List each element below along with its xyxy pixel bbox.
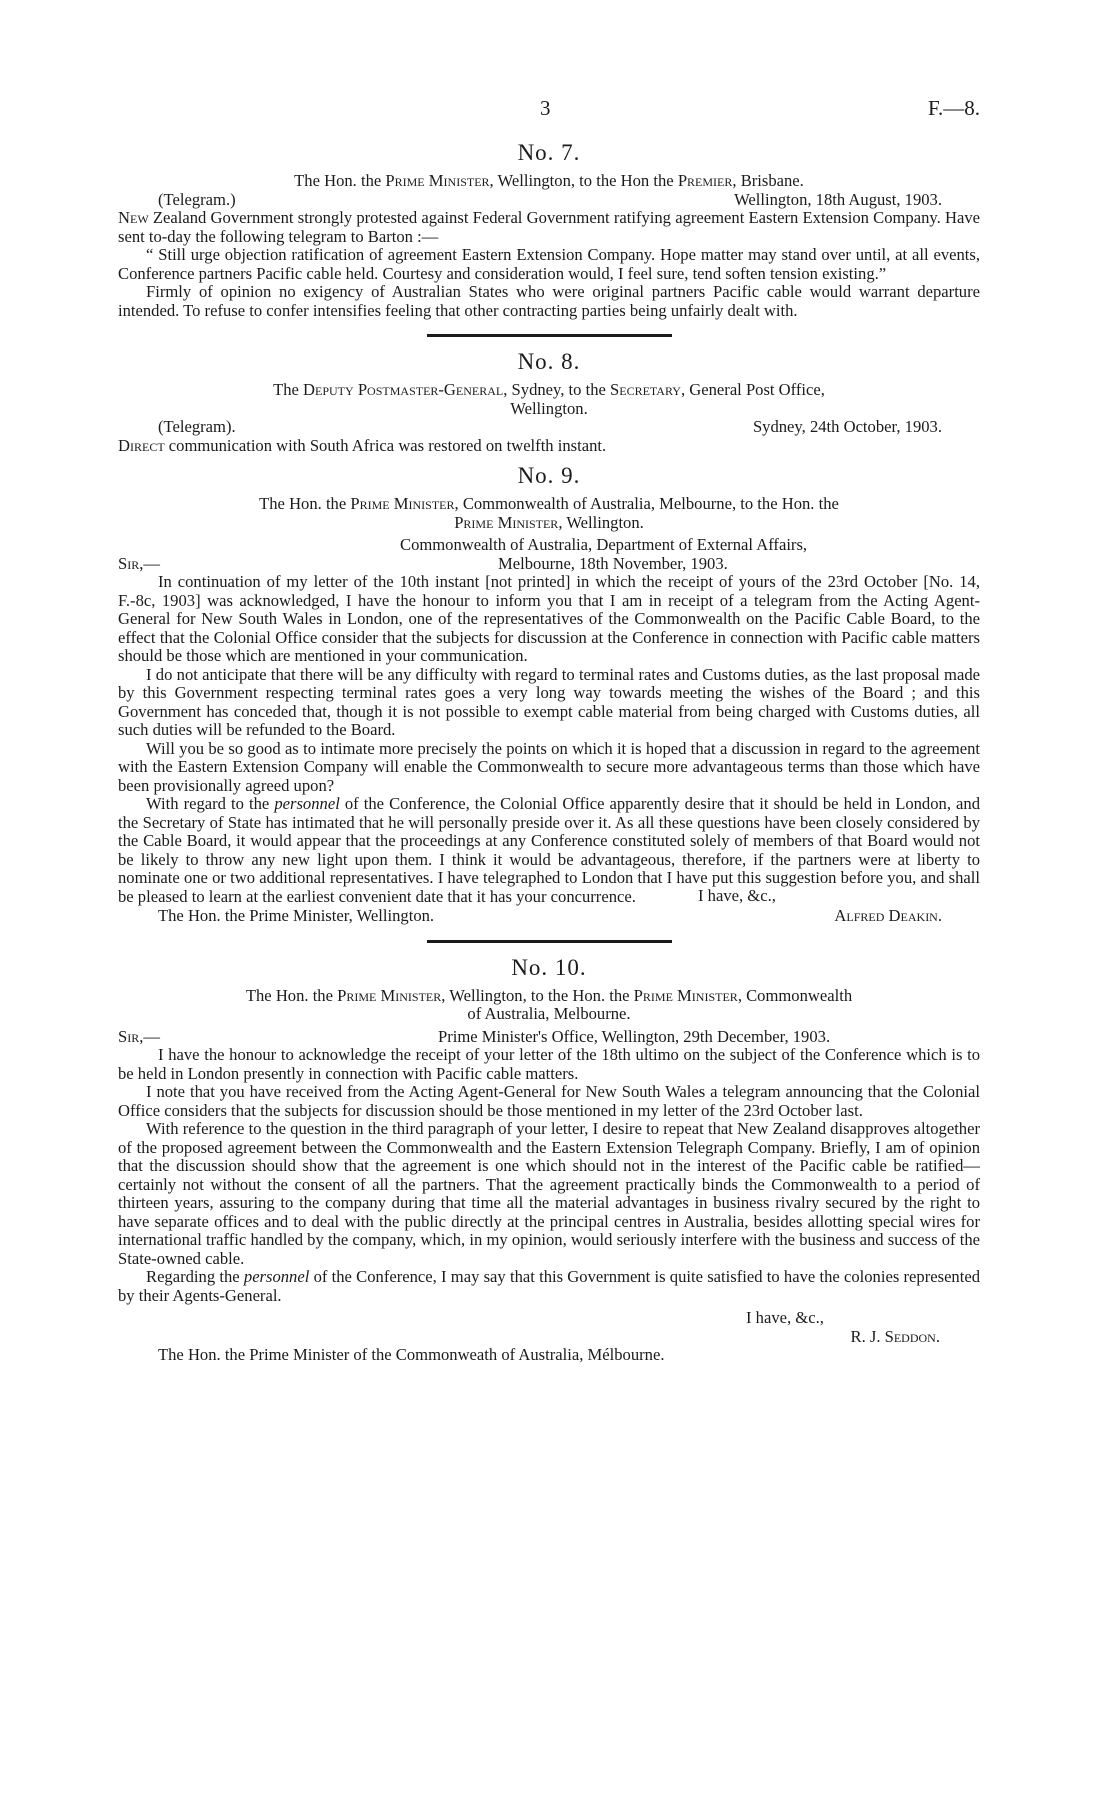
telegram-type: (Telegram). xyxy=(158,417,236,436)
signature: R. J. Seddon. xyxy=(850,1326,940,1346)
page-content xyxy=(118,134,980,1365)
addressee: The Hon. the Prime Minister, Wellington. xyxy=(158,906,435,925)
paragraph: Will you be so good as to intimate more precisely the points on which it is hoped that a discussion in regard to the agreement with the Eastern Extension Company will enable the Commonwealth to secure more advantageous terms than those which have been provisionally agreed upon? xyxy=(118,738,980,795)
paragraph: With regard to the personnel of the Conference, the Colonial Office apparently desire that it should be held in London, and the Secretary of State has intimated that he will personally preside over it. As all these questions have been closely considered by the Cable Board, it would appear that the proceedings at any Conference constituted solely of members of that Board would not be likely to throw any new light upon them. I think it would be advantageous, therefore, if the partners were at liberty to nominate one or two additional representatives. I have telegraphed to London that I have put this suggestion before you, and shall be pleased to learn at the earliest convenient date that it has your concurrence. xyxy=(118,794,981,906)
paragraph: Regarding the personnel of the Conference, I may say that this Government is quite satisfied to have the colonies represented by their Agents-General. xyxy=(118,1267,980,1305)
paragraph: Direct communication with South Africa was restored on twelfth instant. xyxy=(118,435,607,455)
salutation: Sir,— xyxy=(118,1026,160,1046)
telegram-line xyxy=(118,418,980,437)
document-number: No. 9. xyxy=(517,463,581,488)
document-no-8 xyxy=(118,349,980,455)
document-reference: F.—8. xyxy=(928,96,980,120)
place-date: Melbourne, 18th November, 1903. xyxy=(498,553,728,573)
closing: I have, &c., xyxy=(698,886,776,905)
place-line: Commonwealth of Australia, Department of External Affairs, xyxy=(400,535,808,554)
telegram-line xyxy=(118,191,980,210)
telegram-type: (Telegram.) xyxy=(158,189,236,209)
paragraph: I have the honour to acknowledge the receipt of your letter of the 18th ultimo on the subject of the Conference which is to be held in London presently in connection with Pacific cable matters. xyxy=(118,1045,980,1083)
document-number: No. 8. xyxy=(517,349,581,374)
document-no-9 xyxy=(118,463,980,926)
place-date: Wellington, 18th August, 1903. xyxy=(734,189,942,209)
signature: Alfred Deakin. xyxy=(834,906,942,925)
section-divider xyxy=(427,334,672,337)
paragraph: In continuation of my letter of the 10th instant [not printed] in which the receipt of yours of the 23rd October [No. 14, F.-8c, 1903] was acknowledged, I have the honour to inform you that I am in receipt of a telegram from the Acting Agent-General for New South Wales in London, one of the representatives of the Commonwealth on the Pacific Cable Board, to the effect that the Colonial Office consider that the subjects for discussion at the Conference in connection with Pacific cable matters should be those which are mentioned in your communication. xyxy=(118,572,980,665)
closing: I have, &c., xyxy=(746,1308,824,1327)
paragraph: I do not anticipate that there will be any difficulty with regard to terminal rates and Customs duties, as the last proposal made by this Government respecting terminal rates goes a very long way towards meeting the wishes of the Board ; and this Government has conceded that, though it is not possible to exempt cable material from being charged with Customs duties, all such duties will be refunded to the Board. xyxy=(118,664,980,739)
document-no-10 xyxy=(118,955,980,1365)
salutation-line xyxy=(118,1028,980,1047)
salutation: Sir,— xyxy=(118,553,160,573)
document-number: No. 10. xyxy=(511,954,587,980)
document-heading: The Hon. the Prime Minister, Commonwealth of Australia, Melbourne, to the Hon. the Prime Minister, Wellington. xyxy=(259,494,839,532)
page-header xyxy=(0,96,1114,126)
document-heading: The Deputy Postmaster-General, Sydney, to the Secretary, General Post Office, Wellington. xyxy=(273,380,825,418)
place-date: Prime Minister's Office, Wellington, 29th December, 1903. xyxy=(438,1026,831,1046)
paragraph: “ Still urge objection ratification of agreement Eastern Extension Company. Hope matter may stand over until, at all events, Conference partners Pacific cable held. Courtesy and consideration would, I feel sure, tend soften tension existing.” xyxy=(118,245,980,283)
salutation-line xyxy=(118,555,980,574)
section-divider xyxy=(427,940,672,943)
page-number: 3 xyxy=(540,96,551,120)
document-heading: The Hon. the Prime Minister, Wellington, to the Hon the Premier, Brisbane. xyxy=(294,171,804,190)
document-heading: The Hon. the Prime Minister, Wellington, to the Hon. the Prime Minister, Commonwealth of Australia, Melbourne. xyxy=(245,985,853,1023)
place-date: Sydney, 24th October, 1903. xyxy=(752,417,942,436)
paragraph: New Zealand Government strongly protested against Federal Government ratifying agreement Eastern Extension Company. Have sent to-day the following telegram to Barton :— xyxy=(118,208,980,246)
closing-line xyxy=(118,886,980,925)
addressee: The Hon. the Prime Minister of the Commonweath of Australia, Mélbourne. xyxy=(158,1345,665,1364)
paragraph: Firmly of opinion no exigency of Australian States who were original partners Pacific cable would warrant departure intended. To refuse to confer intensifies feeling that other contracting parties being unfairly dealt with. xyxy=(118,282,980,320)
document-no-7 xyxy=(118,140,980,320)
paragraph: I note that you have received from the Acting Agent-General for New South Wales a telegram announcing that the Colonial Office considers that the subjects for discussion should be those mentioned in my letter of the 23rd October last. xyxy=(118,1082,980,1120)
document-number: No. 7. xyxy=(517,140,581,165)
paragraph: With reference to the question in the third paragraph of your letter, I desire to repeat that New Zealand disapproves altogether of the proposed agreement between the Commonwealth and the Eastern Extension Telegraph Company. Briefly, I am of opinion that the discussion should show that the agreement is one which should not in the interest of the Pacific cable be ratified—certainly not without the consent of all the partners. That the agreement practically binds the Commonwealth to a period of thirteen years, assuring to the company during that time all the material advantages in business rivalry secured by the right to have separate offices and to deal with the public directly at the principal centres in Australia, besides allotting special wires for international traffic handled by the company, which, in my opinion, would seriously interfere with the business and success of the State-owned cable. xyxy=(118,1119,980,1268)
